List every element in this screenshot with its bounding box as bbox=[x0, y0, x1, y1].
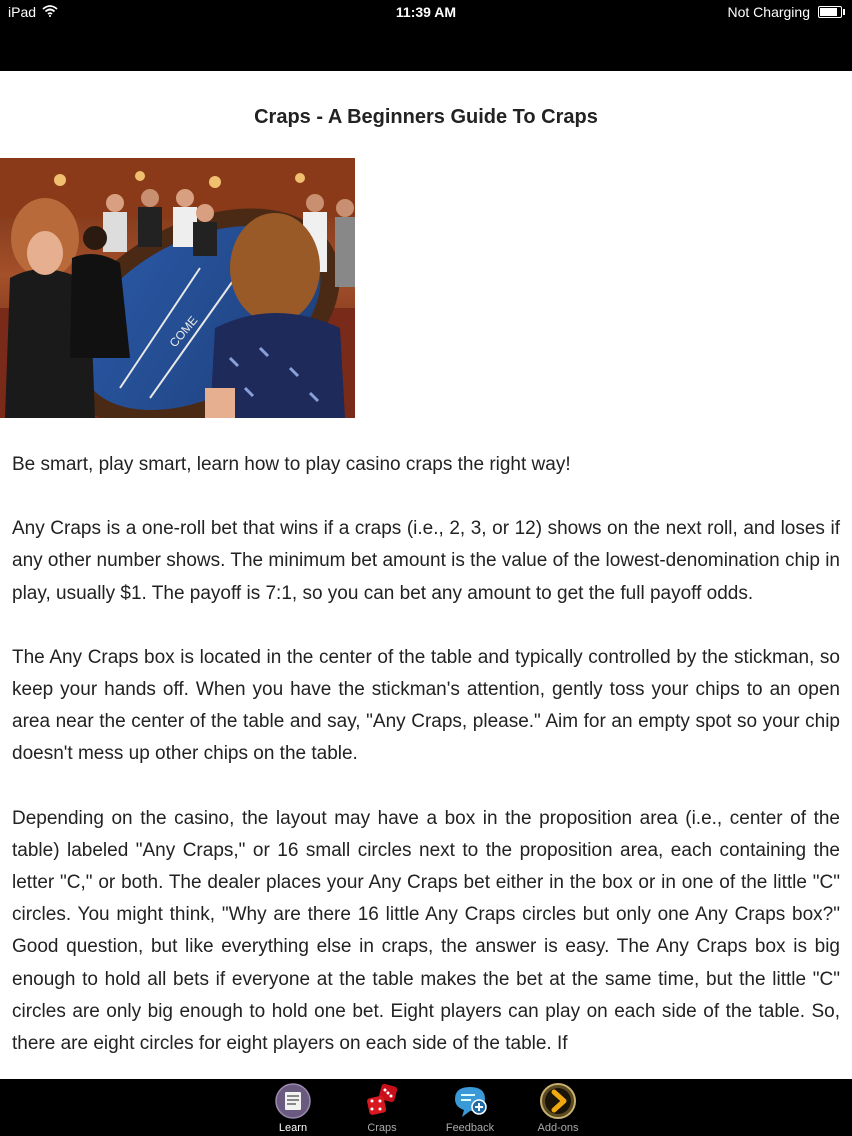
battery-status: Not Charging bbox=[727, 4, 810, 20]
tab-add-ons[interactable] bbox=[513, 1079, 603, 1136]
tab-label: Craps bbox=[367, 1122, 397, 1134]
tab-bar bbox=[0, 1079, 852, 1136]
svg-text:COME: COME bbox=[166, 313, 201, 350]
article-body bbox=[12, 449, 840, 1079]
tab-label: Add-ons bbox=[537, 1122, 579, 1134]
book-icon bbox=[275, 1083, 311, 1119]
article-scroll-view[interactable] bbox=[0, 71, 852, 1079]
tab-label: Feedback bbox=[445, 1122, 495, 1134]
device-name: iPad bbox=[8, 4, 37, 20]
chevron-right-icon bbox=[540, 1083, 576, 1119]
article-paragraph: The Any Craps box is located in the center of the table and typically controlled by the stickman, so keep your hands off. When you have the stickman's attention, gently toss your chips to an open area near the center of the table and say, "Any Craps, please." Aim for an empty spot so your chip doesn't mess up other chips on the table. bbox=[12, 646, 840, 765]
dice-icon bbox=[364, 1083, 400, 1119]
chat-bubble-icon bbox=[452, 1083, 488, 1119]
casino-craps-table-photo bbox=[0, 158, 355, 418]
article-paragraph: Depending on the casino, the layout may have a box in the proposition area (i.e., center of the table) labeled "Any Craps," or 16 small circles next to the proposition area, each containing the letter "C," or both. The dealer places your Any Craps bet either in the box or in one of the little "C" circles. You might think, "Why are there 16 little Any Craps circles but only one Any Craps box?" Good question, but like everything else in craps, the answer is easy. The Any Craps box is big enough to hold all bets if everyone at the table makes the bet at the same time, but the little "C" circles are only big enough to hold one bet. Eight players can play on each side of the table. So, there are eight circles for eight players on each side of the table. If bbox=[12, 807, 840, 1055]
article-title: Craps - A Beginners Guide To Craps bbox=[254, 106, 598, 128]
tab-learn[interactable] bbox=[248, 1079, 338, 1136]
status-time: 11:39 AM bbox=[395, 4, 457, 20]
tab-craps[interactable] bbox=[337, 1079, 427, 1136]
article-paragraph: Any Craps is a one-roll bet that wins if a craps (i.e., 2, 3, or 12) shows on the next roll, and loses if any other number shows. The minimum bet amount is the value of the lowest-denomination chip in play, usually $1. The payoff is 7:1, so you can bet any amount to get the full payoff odds. bbox=[12, 518, 840, 604]
navigation-bar bbox=[0, 24, 852, 71]
status-bar bbox=[0, 0, 852, 24]
battery-icon bbox=[818, 6, 842, 18]
battery-fill bbox=[820, 8, 837, 16]
tab-feedback[interactable] bbox=[425, 1079, 515, 1136]
article-paragraph: Be smart, play smart, learn how to play casino craps the right way! bbox=[12, 454, 571, 475]
tab-label: Learn bbox=[278, 1122, 308, 1134]
